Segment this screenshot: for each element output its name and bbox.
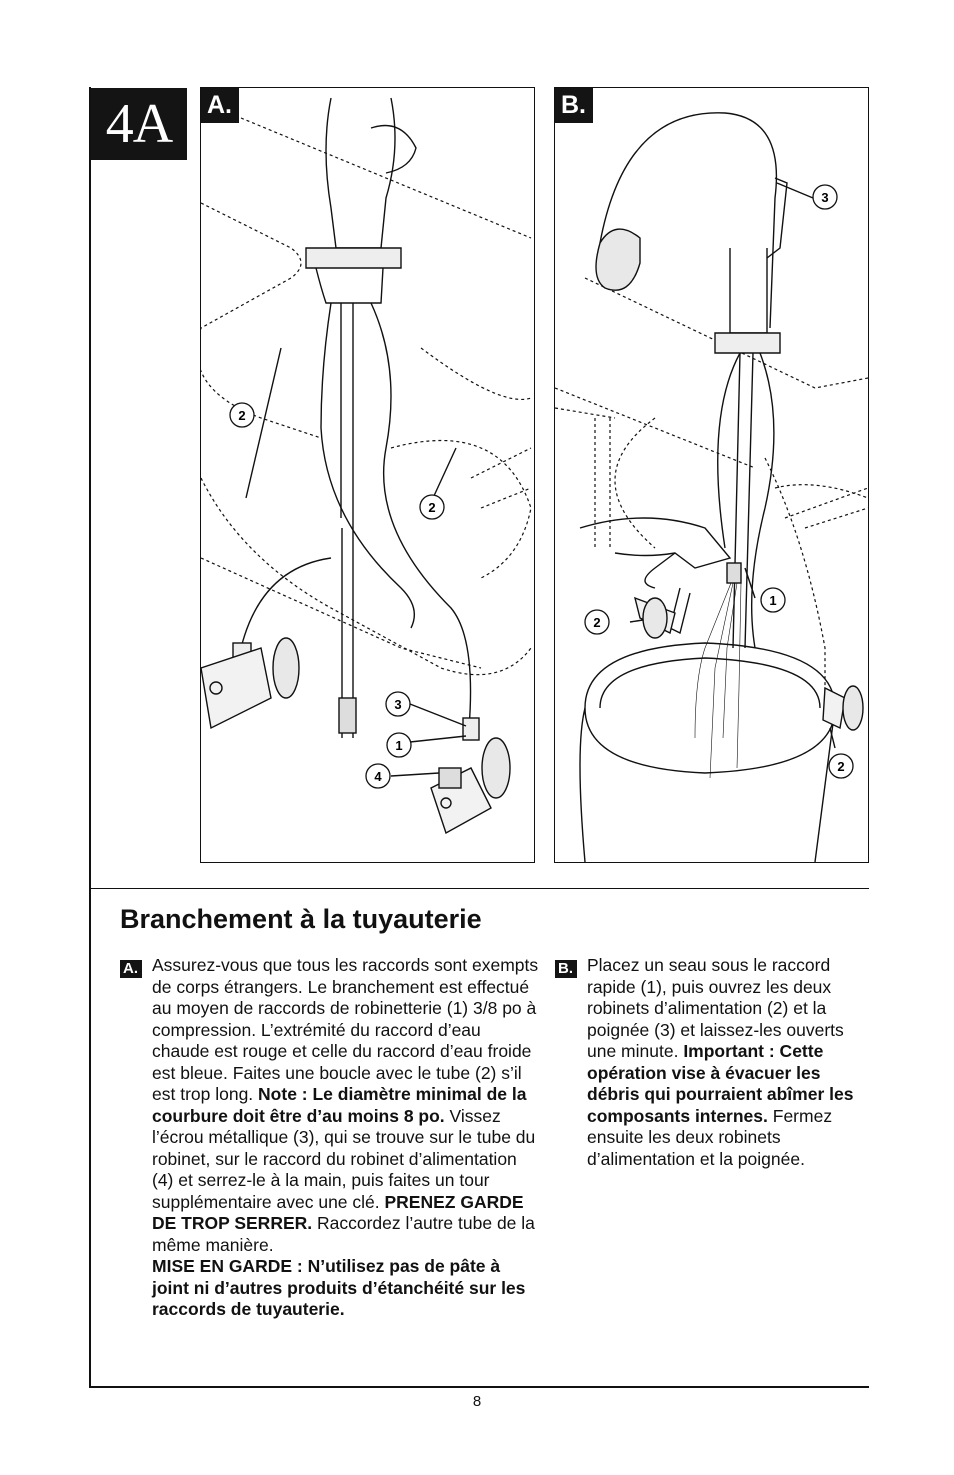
callout-handle-3 <box>813 185 837 209</box>
section-title: Branchement à la tuyauterie <box>120 904 482 934</box>
svg-text:1: 1 <box>395 738 403 753</box>
instructions-column-a <box>120 955 540 1321</box>
callout-supply-valve-2-left <box>585 610 609 634</box>
illustration-panel-a <box>200 87 535 863</box>
step-a-note-bend: Note : Le diamètre minimal de la courbure doit être d’au moins 8 po. <box>152 1084 527 1126</box>
callout-supply-valve-4 <box>366 764 390 788</box>
step-a-p1: Assurez-vous que tous les raccords sont exempts de corps étrangers. Le branchement est effectué au moyen de raccords de robinetterie (1) 3/8 po à compression. L’extrémité du raccord d’eau chaude est rouge et celle du raccord d’eau froide est bleue. Faites une boucle avec le tube (2) s’il est trop long. <box>152 955 539 1104</box>
callout-fitting-1 <box>387 733 411 757</box>
section-divider <box>89 888 869 889</box>
svg-text:2: 2 <box>428 500 436 515</box>
frame-bottom-rule <box>89 1386 869 1388</box>
step-b-tag: B. <box>555 960 577 978</box>
svg-text:3: 3 <box>394 697 402 712</box>
svg-text:2: 2 <box>593 615 601 630</box>
step-b-p1: Placez un seau sous le raccord rapide (1), puis ouvrez les deux robinets d’alimentation (2) et la poignée (3) et laissez-les ouverts une minute. <box>587 955 844 1061</box>
page-number: 8 <box>472 1393 482 1410</box>
step-a-p3: Raccordez l’autre tube de la même manière. <box>152 1213 535 1255</box>
step-a-caution-overtighten: PRENEZ GARDE DE TROP SERRER. <box>152 1191 524 1233</box>
step-a-p2: Vissez l’écrou métallique (3), qui se trouve sur le tube du robinet, sur le raccord du robinet d’alimentation (4) et serrez-le à la main, puis faites un tour supplémentaire avec une clé. <box>152 1105 536 1212</box>
step-b-text <box>587 955 875 1170</box>
faucet-install-illustration-a <box>201 88 534 862</box>
step-a-tag: A. <box>120 960 142 978</box>
frame-left-rule <box>89 87 91 1387</box>
svg-text:1: 1 <box>769 593 777 608</box>
step-b-important: Important : Cette opération vise à évacuer les débris qui pourraient abîmer les composants internes. <box>587 1041 854 1126</box>
callout-tube-2-upper <box>230 403 254 427</box>
faucet-flush-illustration-b <box>555 88 868 862</box>
callout-quick-connect-1 <box>761 588 785 612</box>
step-number-badge: 4A <box>91 88 187 160</box>
illustration-panel-b <box>554 87 869 863</box>
panel-a-label: A. <box>201 88 239 123</box>
svg-text:2: 2 <box>238 408 246 423</box>
instructions-column-b <box>555 955 875 1170</box>
panel-b-label: B. <box>555 88 593 123</box>
callout-tube-2-lower <box>420 495 444 519</box>
step-b-p2: Fermez ensuite les deux robinets d’alimentation et la poignée. <box>587 1105 833 1169</box>
svg-text:4: 4 <box>374 769 382 784</box>
callout-supply-valve-2-right <box>829 754 853 778</box>
step-a-warning-sealant: MISE EN GARDE : N’utilisez pas de pâte à joint ni d’autres produits d’étanchéité sur les raccords de tuyauterie. <box>152 1256 526 1319</box>
svg-text:3: 3 <box>821 190 829 205</box>
svg-text:2: 2 <box>837 759 845 774</box>
callout-nut-3 <box>386 692 410 716</box>
step-a-text <box>152 955 540 1321</box>
